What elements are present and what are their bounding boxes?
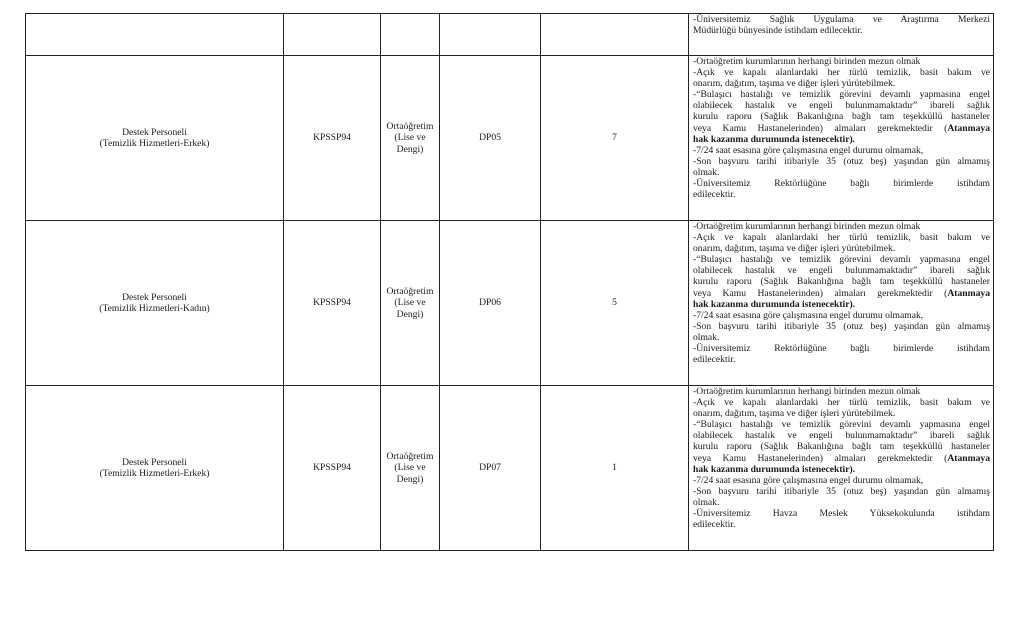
position-title: Destek Personeli xyxy=(122,126,187,138)
position-cell xyxy=(26,221,284,386)
emphasis-text: Atanmaya xyxy=(947,287,990,299)
requirement-line: olmak. xyxy=(693,496,720,508)
requirement-line: -“Bulaşıcı hastalığı ve temizlik görevini devamlı yapmasına engel xyxy=(693,419,990,431)
education-cell xyxy=(381,14,440,56)
requirement-line: edilecektir. xyxy=(693,189,736,201)
requirement-line: olabilecek hastalık ve engeli bulunmamaktadır” ibareli sağlık xyxy=(693,430,990,442)
requirement-line: edilecektir. xyxy=(693,354,736,366)
requirement-line: edilecektir. xyxy=(693,519,736,531)
position-cell xyxy=(26,14,284,56)
requirement-line: onarım, dağıtım, taşıma ve diğer işleri yürütebilmek. xyxy=(693,243,896,255)
emphasis-text: hak kazanma durumunda istenecektir). xyxy=(693,298,856,310)
requirement-line: -Son başvuru tarihi itibariyle 35 (otuz beş) yaşından gün almamış xyxy=(693,485,990,497)
requirements-cell xyxy=(689,14,994,56)
requirement-line: -7/24 saat esasına göre çalışmasına engel durumu olmamak, xyxy=(693,474,924,486)
requirement-line: -Son başvuru tarihi itibariyle 35 (otuz beş) yaşından gün almamış xyxy=(693,320,990,332)
requirement-line: onarım, dağıtım, taşıma ve diğer işleri yürütebilmek. xyxy=(693,78,896,90)
dp-cell: DP06 xyxy=(440,221,541,386)
count-cell xyxy=(541,14,689,56)
count-cell: 1 xyxy=(541,386,689,551)
emphasis-text: Atanmaya xyxy=(947,122,990,134)
emphasis-text: hak kazanma durumunda istenecektir). xyxy=(693,133,856,145)
requirement-line: -Üniversitemiz Havza Meslek Yüksekokulunda istihdam xyxy=(693,508,990,520)
position-subtitle: (Temizlik Hizmetleri-Erkek) xyxy=(99,468,210,479)
requirement-line: Müdürlüğü bünyesinde istihdam edilecektir. xyxy=(693,25,863,37)
code-cell: KPSSP94 xyxy=(284,56,381,221)
requirement-line: -Son başvuru tarihi itibariyle 35 (otuz beş) yaşından gün almamış xyxy=(693,155,990,167)
position-subtitle: (Temizlik Hizmetleri-Erkek) xyxy=(99,138,210,149)
position-cell xyxy=(26,386,284,551)
requirement-line: olmak. xyxy=(693,331,720,343)
education-cell: Ortaöğretim (Lise ve Dengi) xyxy=(381,56,440,221)
requirement-line: kurulu raporu (Sağlık Bakanlığına bağlı tam teşekküllü hastaneler xyxy=(693,111,990,123)
requirements-cell xyxy=(689,56,994,221)
position-title: Destek Personeli xyxy=(122,456,187,468)
requirement-line: -Üniversitemiz Rektörlüğüne bağlı birimlerde istihdam xyxy=(693,343,990,355)
requirement-line: veya Kamu Hastanelerinden) almaları gerekmektedir (Atanmaya xyxy=(693,452,990,464)
emphasis-text: hak kazanma durumunda istenecektir). xyxy=(693,463,856,475)
requirement-line: onarım, dağıtım, taşıma ve diğer işleri yürütebilmek. xyxy=(693,408,896,420)
requirement-line: veya Kamu Hastanelerinden) almaları gerekmektedir (Atanmaya xyxy=(693,122,990,134)
count-cell: 7 xyxy=(541,56,689,221)
requirement-line: -“Bulaşıcı hastalığı ve temizlik görevini devamlı yapmasına engel xyxy=(693,89,990,101)
requirement-line: veya Kamu Hastanelerinden) almaları gerekmektedir (Atanmaya xyxy=(693,287,990,299)
code-cell xyxy=(284,14,381,56)
requirement-line: -Ortaöğretim kurumlarının herhangi birinden mezun olmak xyxy=(693,221,921,232)
requirement-line: -Açık ve kapalı alanlardaki her türlü temizlik, basit bakım ve xyxy=(693,232,990,244)
requirements-cell xyxy=(689,221,994,386)
requirement-line: -7/24 saat esasına göre çalışmasına engel durumu olmamak, xyxy=(693,144,924,156)
requirement-line: -Üniversitemiz Sağlık Uygulama ve Araştırma Merkezi xyxy=(693,14,990,25)
requirement-line xyxy=(693,464,990,475)
requirement-line: olmak. xyxy=(693,166,720,178)
dp-cell: DP05 xyxy=(440,56,541,221)
requirement-line: -Üniversitemiz Rektörlüğüne bağlı birimlerde istihdam xyxy=(693,178,990,190)
table-row xyxy=(26,56,994,221)
code-cell: KPSSP94 xyxy=(284,386,381,551)
requirement-line: -“Bulaşıcı hastalığı ve temizlik görevini devamlı yapmasına engel xyxy=(693,254,990,266)
requirement-line: -Ortaöğretim kurumlarının herhangi birinden mezun olmak xyxy=(693,56,921,67)
position-subtitle: (Temizlik Hizmetleri-Kadın) xyxy=(99,303,210,314)
requirement-line: -7/24 saat esasına göre çalışmasına engel durumu olmamak, xyxy=(693,309,924,321)
education-cell: Ortaöğretim (Lise ve Dengi) xyxy=(381,386,440,551)
requirement-line: -Açık ve kapalı alanlardaki her türlü temizlik, basit bakım ve xyxy=(693,397,990,409)
requirements-cell xyxy=(689,386,994,551)
position-cell xyxy=(26,56,284,221)
emphasis-text: Atanmaya xyxy=(947,452,990,464)
education-cell: Ortaöğretim (Lise ve Dengi) xyxy=(381,221,440,386)
requirement-line xyxy=(693,299,990,310)
table-row xyxy=(26,386,994,551)
requirement-line: kurulu raporu (Sağlık Bakanlığına bağlı tam teşekküllü hastaneler xyxy=(693,276,990,288)
dp-cell xyxy=(440,14,541,56)
table-row xyxy=(26,221,994,386)
position-title: Destek Personeli xyxy=(122,291,187,303)
requirement-line: olabilecek hastalık ve engeli bulunmamaktadır” ibareli sağlık xyxy=(693,265,990,277)
code-cell: KPSSP94 xyxy=(284,221,381,386)
requirement-line xyxy=(693,134,990,145)
requirement-line: -Ortaöğretim kurumlarının herhangi birinden mezun olmak xyxy=(693,386,921,397)
count-cell: 5 xyxy=(541,221,689,386)
requirement-line: -Açık ve kapalı alanlardaki her türlü temizlik, basit bakım ve xyxy=(693,67,990,79)
dp-cell: DP07 xyxy=(440,386,541,551)
table-row xyxy=(26,14,994,56)
requirement-line: kurulu raporu (Sağlık Bakanlığına bağlı tam teşekküllü hastaneler xyxy=(693,441,990,453)
positions-table xyxy=(25,13,994,551)
requirement-line: olabilecek hastalık ve engeli bulunmamaktadır” ibareli sağlık xyxy=(693,100,990,112)
